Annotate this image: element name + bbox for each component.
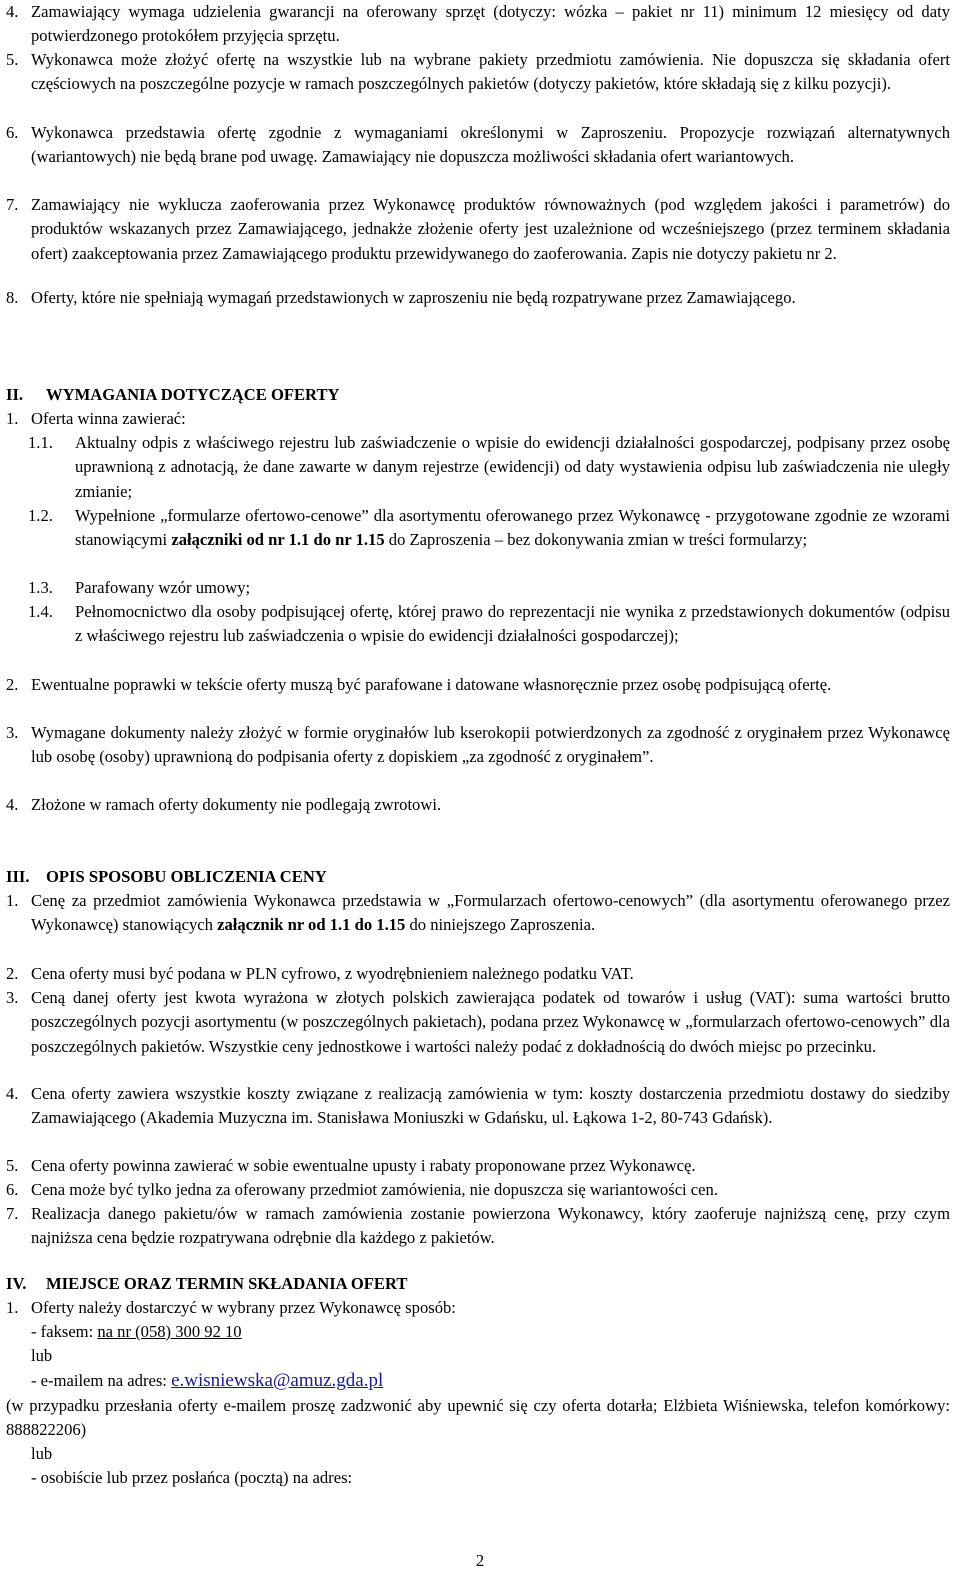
sub-item-number: 1.3.	[28, 578, 53, 597]
attachments-reference: załącznik nr od 1.1 do 1.15	[217, 915, 406, 935]
list-item	[6, 48, 950, 97]
sub-list-item	[28, 431, 950, 504]
sub-item-number: 1.2.	[28, 506, 53, 525]
section-title: WYMAGANIA DOTYCZĄCE OFERTY	[46, 385, 340, 404]
fax-line	[31, 1320, 950, 1344]
or-text: lub	[31, 1444, 53, 1463]
item-number: 3.	[6, 988, 19, 1007]
item-text: Wykonawca przedstawia ofertę zgodnie z wymaganiami określonymi w Zaproszeniu. Propozycje rozwiązań alternatywnych (wariantowych) nie będą brane pod uwagę. Zamawiający nie dopuszcza możliwości składania ofert wariantowych.	[31, 123, 950, 167]
sub-item-number: 1.1.	[28, 433, 53, 452]
section-title: OPIS SPOSOBU OBLICZENIA CENY	[46, 867, 327, 886]
item-number: 8.	[6, 288, 19, 307]
sub-item-text-part: Wypełnione „formularze ofertowo-cenowe” dla asortymentu oferowanego przez Wykonawcę - przygotowane zgodnie ze wzorami stanowiącymi	[75, 506, 950, 550]
list-item	[6, 1178, 950, 1202]
item-text: Oferty należy dostarczyć w wybrany przez Wykonawcę sposób:	[31, 1298, 456, 1317]
section-heading	[6, 1272, 407, 1296]
item-text: Zamawiający wymaga udzielenia gwarancji na oferowany sprzęt (dotyczy: wózka – pakiet nr 11) minimum 12 miesięcy od daty potwierdzonego protokółem przyjęcia sprzętu.	[31, 2, 950, 46]
item-text: Wykonawca może złożyć ofertę na wszystkie lub na wybrane pakiety przedmiotu zamówienia. Nie dopuszcza się składania ofert częściowych na poszczególne pozycje w ramach poszczególnych pakietów (dotyczy pakietów, które składają się z kilku pozycji).	[31, 50, 950, 94]
item-number: 4.	[6, 2, 19, 21]
item-number: 1.	[6, 1298, 19, 1317]
item-text: Cena może być tylko jedna za oferowany przedmiot zamówienia, nie dopuszcza się wariantowości cen.	[31, 1180, 718, 1199]
sub-list-item	[28, 576, 950, 600]
item-number: 6.	[6, 123, 19, 142]
sub-item-text: Parafowany wzór umowy;	[75, 578, 251, 597]
item-number: 4.	[6, 1084, 19, 1103]
list-item	[6, 1296, 950, 1320]
item-number: 2.	[6, 964, 19, 983]
item-text-part: do niniejszego Zaproszenia.	[405, 915, 596, 935]
sub-item-number: 1.4.	[28, 602, 53, 621]
item-text: Oferta winna zawierać:	[31, 409, 186, 428]
item-text: Realizacja danego pakietu/ów w ramach zamówienia zostanie powierzona Wykonawcy, który zaoferuje najniższą cenę, przy czym najniższa cena będzie rozpatrywana odrębnie dla każdego z pakietów.	[31, 1204, 950, 1248]
item-number: 5.	[6, 1156, 19, 1175]
item-text	[31, 889, 950, 938]
list-item	[6, 889, 950, 938]
list-item	[6, 986, 950, 1059]
list-item	[6, 962, 950, 986]
sub-list-item	[28, 504, 950, 553]
item-number: 7.	[6, 1204, 19, 1223]
item-text: Zamawiający nie wyklucza zaoferowania przez Wykonawcę produktów równoważnych (pod względem jakości i parametrów) do produktów wskazanych przez Zamawiającego, jednakże złożenie oferty jest uzależnione od wcześniejszego (przez terminem składania ofert) zaakceptowania przez Zamawiającego produktu przewidywanego do zaoferowania. Zapis nie dotyczy pakietu nr 2.	[31, 195, 950, 263]
section-heading	[6, 383, 340, 407]
item-text: Ceną danej oferty jest kwota wyrażona w złotych polskich zawierająca podatek od towarów i usług (VAT): suma wartości brutto poszczególnych pozycji asortymentu (w poszczególnych pakietach), podana przez Wykonawcę w „formularzach ofertowo-cenowych” dla poszczególnych pakietów. Wszystkie ceny jednostkowe i wartości należy podać z dokładnością do dwóch miejsc po przecinku.	[31, 988, 950, 1056]
email-link[interactable]: e.wisniewska@amuz.gda.pl	[171, 1370, 384, 1391]
item-text: Cena oferty powinna zawierać w sobie ewentualne upusty i rabaty proponowane przez Wykonawcę.	[31, 1156, 696, 1175]
item-number: 1.	[6, 891, 19, 910]
email-line	[31, 1369, 950, 1393]
list-item	[6, 721, 950, 770]
section-number: III.	[6, 867, 30, 886]
list-item	[6, 1082, 950, 1131]
sub-item-text	[75, 504, 950, 553]
fax-number: na nr (058) 300 92 10	[97, 1322, 242, 1341]
sub-item-text-part: do Zaproszenia – bez dokonywania zmian w treści formularzy;	[384, 530, 808, 550]
item-number: 5.	[6, 50, 19, 69]
item-number: 6.	[6, 1180, 19, 1199]
list-item	[6, 193, 950, 266]
note-paragraph: (w przypadku przesłania oferty e-mailem proszę zadzwonić aby upewnić się czy oferta dotarła; Elżbieta Wiśniewska, telefon komórkowy: 888822206)	[6, 1396, 950, 1440]
list-item	[6, 286, 950, 310]
personal-delivery-line: - osobiście lub przez posłańca (pocztą) na adres:	[31, 1468, 353, 1487]
list-item	[6, 0, 950, 49]
item-number: 1.	[6, 409, 19, 428]
item-text: Złożone w ramach oferty dokumenty nie podlegają zwrotowi.	[31, 795, 442, 814]
item-text-part: Cenę za przedmiot zamówienia Wykonawca przedstawia w „Formularzach ofertowo-cenowych” (dla asortymentu oferowanego przez Wykonawcę) stanowiących	[31, 891, 950, 935]
section-number: II.	[6, 385, 24, 404]
item-number: 3.	[6, 723, 19, 742]
sub-list-item	[28, 600, 950, 649]
item-text: Oferty, które nie spełniają wymagań przedstawionych w zaproszeniu nie będą rozpatrywane przez Zamawiającego.	[31, 288, 796, 307]
list-item	[6, 121, 950, 170]
item-text: Wymagane dokumenty należy złożyć w formie oryginałów lub kserokopii potwierdzonych za zgodność z oryginałem przez Wykonawcę lub osobę (osoby) uprawnioną do podpisania oferty z dopiskiem „za zgodność z oryginałem”.	[31, 723, 950, 767]
fax-label: - faksem:	[31, 1322, 98, 1341]
item-text: Cena oferty musi być podana w PLN cyfrowo, z wyodrębnieniem należnego podatku VAT.	[31, 964, 634, 983]
section-number: IV.	[6, 1274, 27, 1293]
item-number: 7.	[6, 195, 19, 214]
item-number: 4.	[6, 795, 19, 814]
or-text: lub	[31, 1346, 53, 1365]
sub-item-text: Pełnomocnictwo dla osoby podpisującej ofertę, której prawo do reprezentacji nie wynika z przedstawionych dokumentów (odpisu z właściwego rejestru lub zaświadczenia o wpisie do ewidencji działalności gospodarczej);	[75, 602, 950, 646]
page-number: 2	[475, 1551, 485, 1570]
list-item	[6, 793, 950, 817]
email-label: - e-mailem na adres:	[31, 1371, 172, 1390]
attachments-reference: załączniki od nr 1.1 do nr 1.15	[171, 530, 385, 550]
item-number: 2.	[6, 675, 19, 694]
list-item	[6, 1202, 950, 1251]
list-item	[6, 1154, 950, 1178]
item-text: Cena oferty zawiera wszystkie koszty związane z realizacją zamówienia w tym: koszty dostarczenia przedmiotu dostawy do siedziby Zamawiającego (Akademia Muzyczna im. Stanisława Moniuszki w Gdańsku, ul. Łąkowa 1-2, 80-743 Gdańsk).	[31, 1084, 950, 1128]
list-item	[6, 407, 950, 431]
section-heading	[6, 865, 327, 889]
item-text: Ewentualne poprawki w tekście oferty muszą być parafowane i datowane własnoręcznie przez osobę podpisującą ofertę.	[31, 675, 832, 694]
section-title: MIEJSCE ORAZ TERMIN SKŁADANIA OFERT	[46, 1274, 408, 1293]
sub-item-text: Aktualny odpis z właściwego rejestru lub zaświadczenie o wpisie do ewidencji działalności gospodarczej, podpisany przez osobę uprawnioną z adnotacją, że dane zawarte w danym rejestrze (ewidencji) od daty wystawienia odpisu lub zaświadczenia nie uległy zmianie;	[75, 433, 950, 501]
list-item	[6, 673, 950, 697]
